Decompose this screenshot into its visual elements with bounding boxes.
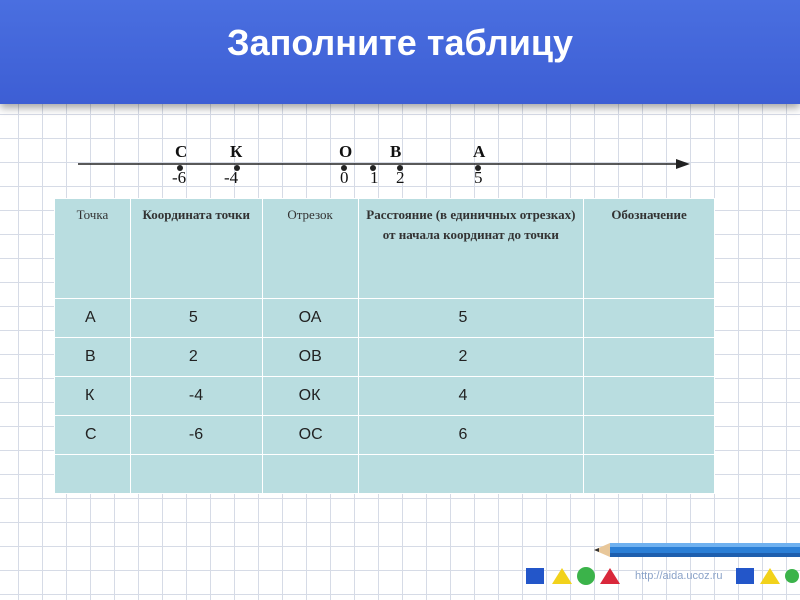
table-cell: ОК [262, 377, 358, 416]
point-label-a: А [473, 142, 486, 161]
pencil-icon [594, 540, 800, 560]
table-row [55, 416, 715, 455]
table-cell: А [55, 299, 131, 338]
footer-url: http://aida.ucoz.ru [635, 570, 723, 582]
column-header: Отрезок [262, 199, 358, 299]
table-cell: -4 [130, 377, 262, 416]
table-cell: ОС [262, 416, 358, 455]
table-cell [130, 455, 262, 494]
column-header: Координата точки [130, 199, 262, 299]
point-label-o: О [339, 142, 353, 161]
table-cell: В [55, 338, 131, 377]
table-cell [584, 377, 715, 416]
table-row [55, 455, 715, 494]
fill-table [54, 198, 715, 494]
table-cell [584, 338, 715, 377]
table-cell [584, 416, 715, 455]
coord-label: -6 [172, 168, 187, 187]
column-header: Расстояние (в единичных отрезках) от начала координат до точки [358, 199, 584, 299]
table-cell [262, 455, 358, 494]
table-cell [584, 299, 715, 338]
arrow-head-icon [676, 159, 690, 169]
table-cell: 5 [130, 299, 262, 338]
table-row [55, 299, 715, 338]
coord-label: -4 [224, 168, 239, 187]
table-cell: -6 [130, 416, 262, 455]
table-cell: 2 [358, 338, 584, 377]
table-cell: С [55, 416, 131, 455]
table-cell: 5 [358, 299, 584, 338]
slide-title: Заполните таблицу [227, 22, 573, 63]
column-header: Обозначение [584, 199, 715, 299]
column-header: Точка [55, 199, 131, 299]
table-cell: 4 [358, 377, 584, 416]
coord-label: 1 [370, 168, 379, 187]
decorative-shapes [520, 562, 800, 592]
coord-label: 2 [396, 168, 405, 187]
table-cell: ОА [262, 299, 358, 338]
point-label-c: С [175, 142, 188, 161]
table-cell [358, 455, 584, 494]
table-cell [55, 455, 131, 494]
table-cell: К [55, 377, 131, 416]
point-label-b: В [390, 142, 402, 161]
table-cell: 2 [130, 338, 262, 377]
point-label-k: К [230, 142, 243, 161]
table-cell [584, 455, 715, 494]
coord-label: 5 [474, 168, 483, 187]
table-header-row [55, 199, 715, 299]
table-row [55, 338, 715, 377]
table-row [55, 377, 715, 416]
coord-label: 0 [340, 168, 349, 187]
table-cell: ОВ [262, 338, 358, 377]
table-cell: 6 [358, 416, 584, 455]
title-banner [0, 0, 800, 104]
number-line [0, 140, 800, 190]
